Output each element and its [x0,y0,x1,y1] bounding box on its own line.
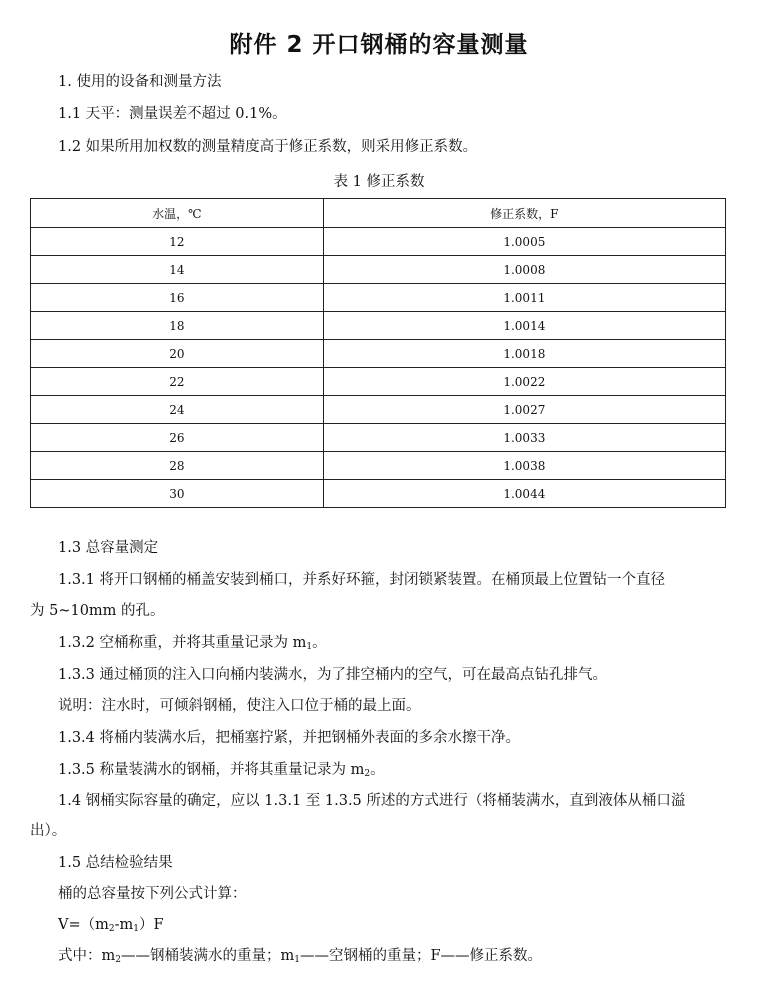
section-1-3-heading: 1.3 总容量测定 [58,540,159,556]
subscript: 2 [108,924,115,934]
section-1-heading: 1. 使用的设备和测量方法 [58,74,222,90]
table-row [31,340,726,368]
header-correction-factor: 修正系数，F [323,199,725,228]
section-1-3-4: 1.3.4 将桶内装满水后，把桶塞拧紧，并把钢桶外表面的多余水擦干净。 [58,730,521,746]
table-row [31,452,726,480]
cell-temp: 14 [31,256,324,284]
table-row [31,256,726,284]
table-row [31,480,726,508]
section-1-1: 1.1 天平：测量误差不超过 0.1%。 [58,106,287,122]
section-1-3-1-line2: 为 5~10mm 的孔。 [30,603,165,619]
formula-part: ）F [139,917,164,933]
cell-factor: 1.0038 [323,452,725,480]
cell-factor: 1.0044 [323,480,725,508]
table-header-row [31,199,726,228]
table-row [31,424,726,452]
formula-legend [58,946,542,966]
punctuation: 。 [312,635,327,651]
cell-temp: 16 [31,284,324,312]
document-title: 附件 2 开口钢桶的容量测量 [229,32,529,58]
cell-temp: 30 [31,480,324,508]
punctuation: 。 [370,762,385,778]
cell-temp: 18 [31,312,324,340]
cell-factor: 1.0027 [323,396,725,424]
cell-factor: 1.0022 [323,368,725,396]
subscript: 2 [364,769,371,779]
legend-part: 式中：m [58,948,116,964]
cell-temp: 24 [31,396,324,424]
table-row [31,368,726,396]
cell-temp: 22 [31,368,324,396]
note: 说明：注水时，可倾斜钢桶，使注入口位于桶的最上面。 [58,698,421,714]
cell-factor: 1.0011 [323,284,725,312]
section-1-3-1-line1: 1.3.1 将开口钢桶的桶盖安装到桶口，并系好环箍，封闭锁紧装置。在桶顶最上位置钻一个直径 [58,572,665,588]
subscript: 1 [133,924,139,934]
section-1-3-2 [58,633,327,653]
correction-factor-table [30,198,726,508]
cell-temp: 28 [31,452,324,480]
section-1-4-line2: 出）。 [30,823,67,839]
subscript: 2 [115,955,121,965]
subscript: 1 [294,955,300,965]
cell-temp: 12 [31,228,324,256]
cell-factor: 1.0008 [323,256,725,284]
legend-part: ——空钢桶的重量；F——修正系数。 [299,948,543,964]
formula-part: -m [114,917,134,933]
cell-factor: 1.0005 [323,228,725,256]
formula-intro: 桶的总容量按下列公式计算： [58,886,247,902]
formula [58,915,164,935]
table-caption: 表 1 修正系数 [333,174,425,190]
table-row [31,228,726,256]
section-1-3-5-text: 1.3.5 称量装满水的钢桶，并将其重量记录为 m [58,762,365,778]
section-1-5-heading: 1.5 总结检验结果 [58,855,173,871]
cell-factor: 1.0018 [323,340,725,368]
section-1-3-5 [58,760,385,780]
table-row [31,396,726,424]
table-row [31,284,726,312]
section-1-3-3: 1.3.3 通过桶顶的注入口向桶内装满水，为了排空桶内的空气，可在最高点钻孔排气。 [58,667,608,683]
formula-part: V=（m [58,917,109,933]
subscript: 1 [306,642,313,652]
legend-part: ——钢桶装满水的重量；m [120,948,295,964]
cell-temp: 26 [31,424,324,452]
cell-factor: 1.0033 [323,424,725,452]
section-1-2: 1.2 如果所用加权数的测量精度高于修正系数，则采用修正系数。 [58,139,478,155]
cell-temp: 20 [31,340,324,368]
cell-factor: 1.0014 [323,312,725,340]
section-1-4-line1: 1.4 钢桶实际容量的确定，应以 1.3.1 至 1.3.5 所述的方式进行（将桶装满水，直到液体从桶口溢 [58,793,686,809]
table-row [31,312,726,340]
section-1-3-2-text: 1.3.2 空桶称重，并将其重量记录为 m [58,635,307,651]
header-water-temp: 水温，℃ [31,199,324,228]
